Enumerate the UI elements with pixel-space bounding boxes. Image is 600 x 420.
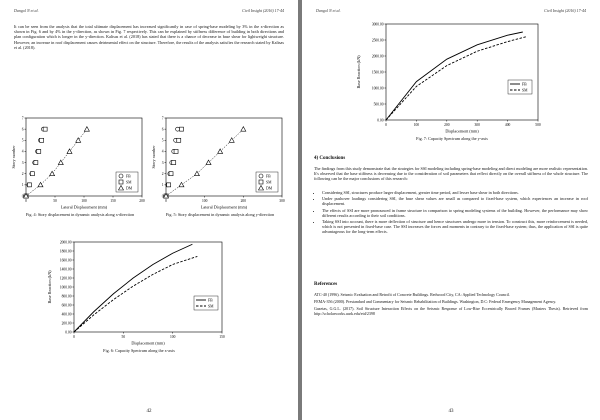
x-tick-label: 100	[169, 335, 176, 339]
y-tick-label: 600.00	[61, 303, 72, 308]
y-tick-label: 4	[21, 149, 24, 154]
right-header-journal: Civil Insight (2016) 17-44	[544, 8, 586, 13]
y-tick-label: 0.00	[65, 330, 72, 335]
legend-label: DM	[126, 186, 133, 191]
y-tick-label: 0.00	[377, 118, 384, 123]
fig7-caption: Fig. 7: Capacity Spectrum along the y-axis	[416, 136, 488, 141]
fig6-chart	[44, 236, 234, 346]
data-point-square	[174, 149, 178, 153]
chart-legend	[116, 172, 138, 192]
x-tick-label: 300	[474, 123, 480, 127]
y-tick-label: 2	[161, 172, 164, 177]
data-point-square	[34, 161, 38, 165]
x-tick-label: 300	[279, 199, 285, 203]
y-tick-label: 4	[161, 149, 164, 154]
y-tick-label: 7	[161, 116, 164, 121]
data-point-square	[37, 149, 41, 153]
y-axis-label: Base Reaction (kN)	[356, 55, 361, 89]
data-point-triangle	[38, 182, 43, 187]
legend-label: FB	[266, 174, 271, 179]
y-tick-label: 1200.00	[59, 276, 72, 281]
series-line-fb	[386, 32, 523, 120]
y-tick-label: 1400.00	[59, 267, 72, 272]
data-point-triangle	[179, 182, 184, 187]
data-point-triangle	[241, 127, 246, 131]
y-tick-label: 1	[21, 183, 24, 188]
data-point-square	[259, 180, 263, 184]
y-tick-label: 1000.00	[371, 86, 384, 91]
plot-frame	[74, 242, 222, 332]
reference-item: FEMA-356 (2000). Prestandard and Commentary for Seismic Rehabilitation of Buildings. Washington, D.C: Federal Emergency Management Agency.	[314, 299, 557, 304]
data-point-square	[172, 161, 176, 165]
x-tick-label: 0	[25, 199, 27, 203]
chart-legend	[508, 80, 532, 94]
legend-label: FB	[208, 298, 213, 303]
conclusion-bullet: • Considering SSI, structures produce larger displacement, greater time period, and lesser base shear in both directions.	[322, 190, 588, 195]
data-point-triangle	[218, 149, 223, 154]
y-tick-label: 500.00	[373, 102, 384, 107]
data-point-square	[169, 172, 173, 176]
x-tick-label: 100	[201, 199, 208, 203]
data-point-square	[177, 138, 181, 142]
conclusions-paragraph: The findings from this study demonstrate that the strategies for SSI modeling including spring-base modeling and direct modeling are more realistic representation. It's observed that the base stiffness is decreasing due to the consideration of soil parameters that reflect directly on the overall stiffness of the whole structure. The following can be the major conclusions of this research:	[314, 166, 588, 182]
legend-label: SM	[266, 180, 272, 185]
conclusion-bullet: • Taking SSI into account, there is more deflection of structure and hence structures undergo more in tension. To construct this, more reinforcement is needed, which is not presented in fixed-base case. The SSI increases the forces and moments in contrary to the fixed-base system; thus, the application of SSI is quite advantageous for the long-term effects.	[322, 219, 588, 235]
y-tick-label: 2000.00	[59, 240, 72, 245]
y-tick-label: 3000.00	[371, 22, 384, 27]
fig4-caption: Fig. 4: Story displacement in dynamic analysis along x-direction	[25, 212, 135, 217]
conclusion-bullet: • The effects of SSI are more pronounced in frame structure in comparison to spring modeling systems of the building. However, the performance may show different results according to their soil conditions.	[322, 208, 588, 218]
x-tick-label: 0	[165, 199, 167, 203]
right-page	[302, 0, 600, 420]
x-tick-label: 50	[53, 199, 57, 203]
y-tick-label: 3	[161, 160, 164, 165]
data-point-circle	[176, 127, 180, 131]
y-tick-label: 800.00	[61, 294, 72, 299]
y-tick-label: 2000.00	[371, 54, 384, 59]
y-tick-label: 6	[161, 127, 164, 132]
x-tick-label: 200	[139, 199, 145, 203]
right-page-number: 43	[448, 409, 454, 414]
x-axis-label: Displacement (mm)	[131, 340, 165, 346]
references-list	[314, 292, 588, 318]
y-tick-label: 0	[21, 194, 24, 199]
x-axis-label: Lateral Displacement (mm)	[60, 204, 108, 210]
data-point-square	[40, 138, 44, 142]
intro-paragraph: It can be seen from the analysis that the total ultimate displacement has increased significantly in case of spring-base modeling by 3% in the x-direction as shown in Fig. 6 and by 4% in the y-direction, as shown in Fig. 7 respectively. This can be explained by stiffness difference of building in both directions and plan configuration which is longer in the y-direction. Kaltsas et al. (2018) has stated that there is a chance of decrease in base shear for lightweight structure. However, an increase in roof displacement causes detrimental effect on the structure. Therefore, the results of the analysis satisfies the research stated by Kaltsas et al. (2018).	[14, 24, 284, 50]
conclusions-list	[314, 190, 588, 236]
data-point-square	[167, 183, 171, 187]
left-header-journal: Civil Insight (2016) 17-44	[242, 8, 284, 13]
legend-label: DM	[266, 186, 273, 191]
right-header-author: Dangol N et al.	[316, 8, 341, 13]
data-point-triangle	[58, 160, 63, 165]
y-tick-label: 2500.00	[371, 38, 384, 43]
y-tick-label: 1	[161, 183, 164, 188]
y-axis-label: Base Reaction (kN)	[47, 270, 52, 304]
conclusions-heading: 4) Conclusions	[314, 156, 346, 161]
y-tick-label: 6	[21, 127, 24, 132]
series-line-sm	[74, 256, 197, 332]
conclusion-bullet: • Under pushover loadings considering SSI, the base shear values are small as compared to fixed-base system, which experiences an increase in roof displacement.	[322, 196, 588, 206]
x-tick-label: 0	[73, 335, 75, 339]
legend-label: FB	[522, 82, 527, 87]
data-point-circle	[119, 174, 123, 178]
y-tick-label: 7	[21, 116, 24, 121]
fig6-caption: Fig. 6: Capacity Spectrum along the x-axis	[103, 348, 175, 353]
reference-item: ATC-40 (1996). Seismic Evaluation and Retrofit of Concrete Buildings. Redwood City, CA: Applied Technology Council.	[314, 292, 510, 297]
fig4-chart	[10, 112, 150, 210]
x-tick-label: 200	[240, 199, 247, 203]
data-point-square	[179, 127, 183, 131]
x-tick-label: 500	[535, 123, 541, 127]
data-point-square	[43, 127, 47, 131]
x-tick-label: 150	[110, 199, 116, 203]
plot-frame	[386, 24, 538, 120]
y-tick-label: 1500.00	[371, 70, 384, 75]
y-tick-label: 2	[21, 172, 24, 177]
y-axis-label: Story number	[11, 145, 16, 169]
x-tick-label: 150	[219, 335, 225, 339]
reference-item: Gazetas, G.G.L. (2017). Soil Structure Interaction Effects on the Seismic Response of Low-Rise Eccentrically Braced Frames (Masters Thesis). Retrieved from http://scholarworks.uark.edu/etd/2398	[314, 306, 588, 316]
y-tick-label: 200.00	[61, 321, 72, 326]
y-tick-label: 400.00	[61, 312, 72, 317]
left-header-author: Dangol N et al.	[14, 8, 39, 13]
legend-label: SM	[208, 304, 214, 309]
data-point-square	[30, 172, 34, 176]
x-axis-label: Lateral Displacement (mm)	[200, 204, 248, 210]
legend-box	[508, 80, 532, 94]
data-point-circle	[259, 174, 263, 178]
data-point-triangle	[67, 149, 72, 154]
y-tick-label: 0	[161, 194, 164, 199]
legend-label: SM	[126, 180, 132, 185]
y-tick-label: 1600.00	[59, 258, 72, 263]
y-tick-label: 5	[161, 138, 164, 143]
x-tick-label: 50	[121, 335, 126, 339]
data-point-square	[119, 180, 123, 184]
y-axis-label: Story number	[151, 145, 156, 169]
series-line-fb	[74, 244, 192, 332]
data-point-triangle	[50, 171, 55, 176]
y-tick-label: 3	[21, 160, 24, 165]
x-tick-label: 100	[81, 199, 87, 203]
fig5-chart	[150, 112, 290, 210]
y-tick-label: 1000.00	[59, 285, 72, 290]
left-page-number: 42	[146, 409, 152, 414]
y-tick-label: 5	[21, 138, 24, 143]
legend-box	[194, 296, 218, 310]
data-point-square	[27, 183, 31, 187]
series-line-sm	[386, 37, 526, 120]
data-point-triangle	[229, 138, 234, 143]
x-axis-label: Displacement (mm)	[445, 128, 479, 134]
chart-legend	[194, 296, 218, 310]
legend-label: SM	[522, 88, 528, 93]
legend-label: FB	[126, 174, 131, 179]
fig7-chart	[352, 18, 552, 134]
x-tick-label: 100	[413, 123, 420, 127]
x-tick-label: 200	[444, 123, 450, 127]
data-point-triangle	[84, 127, 89, 131]
fig5-caption: Fig. 5: Story displacement in dynamic analysis along y-direction	[165, 212, 275, 217]
y-tick-label: 1800.00	[59, 249, 72, 254]
x-tick-label: 0	[385, 123, 387, 127]
references-heading: References	[314, 282, 338, 287]
chart-legend	[256, 172, 278, 192]
left-page	[0, 0, 298, 420]
x-tick-label: 400	[504, 123, 511, 127]
data-point-triangle	[76, 138, 81, 143]
